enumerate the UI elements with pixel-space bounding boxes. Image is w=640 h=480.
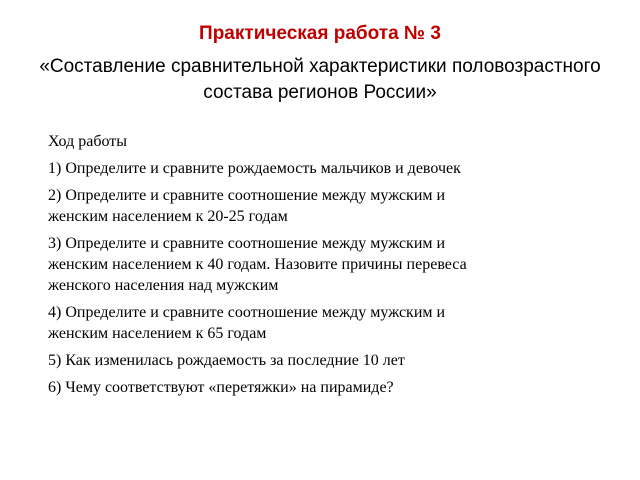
task-item-line: женским населением к 65 годам bbox=[48, 325, 267, 342]
task-item-line: 3) Определите и сравните соотношение между мужским и bbox=[48, 235, 446, 252]
subtitle-line-2: состава регионов России» bbox=[203, 82, 437, 103]
task-item-line: женским населением к 20-25 годам bbox=[48, 208, 288, 225]
task-list bbox=[48, 131, 588, 404]
task-item-4 bbox=[48, 302, 588, 344]
task-item-6 bbox=[48, 377, 588, 398]
page-subtitle bbox=[0, 54, 640, 106]
task-item-line: 2) Определите и сравните соотношение между мужским и bbox=[48, 187, 446, 204]
task-item-line: 5) Как изменилась рождаемость за последние 10 лет bbox=[48, 352, 405, 369]
subtitle-line-1: «Составление сравнительной характеристики половозрастного bbox=[39, 56, 601, 77]
task-item-line: 6) Чему соответствуют «перетяжки» на пирамиде? bbox=[48, 379, 394, 396]
task-item-3 bbox=[48, 233, 588, 296]
task-item-5 bbox=[48, 350, 588, 371]
task-item-line: женского населения над мужским bbox=[48, 277, 279, 294]
page-title: Практическая работа № 3 bbox=[199, 23, 441, 44]
section-heading: Ход работы bbox=[48, 133, 127, 150]
task-item-1 bbox=[48, 158, 588, 179]
task-item-2 bbox=[48, 185, 588, 227]
task-item-line: женским населением к 40 годам. Назовите причины перевеса bbox=[48, 256, 467, 273]
task-item-line: 4) Определите и сравните соотношение между мужским и bbox=[48, 304, 446, 321]
task-item-line: 1) Определите и сравните рождаемость мальчиков и девочек bbox=[48, 160, 461, 177]
